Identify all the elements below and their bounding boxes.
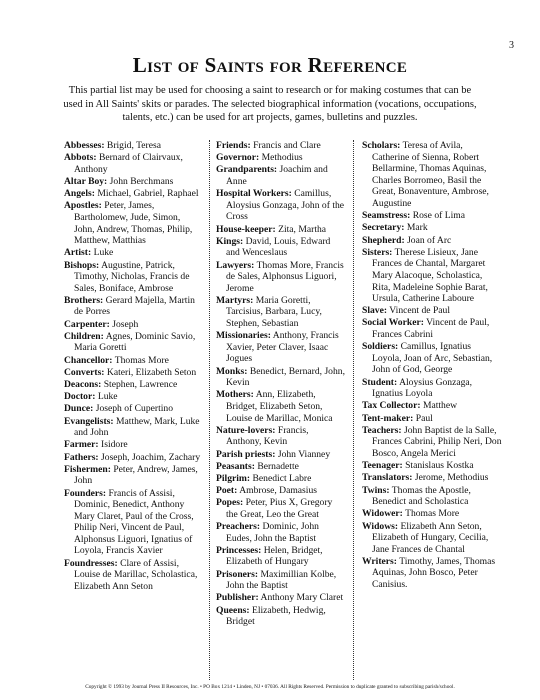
category-term: Dunce: <box>64 403 94 415</box>
category-term: Teenager: <box>362 460 403 472</box>
saint-entry <box>362 413 502 425</box>
saint-entry <box>216 461 345 473</box>
category-term: Lawyers: <box>216 259 255 271</box>
saint-names: Jerome, Methodius <box>414 472 489 484</box>
category-term: Hospital Workers: <box>216 188 292 200</box>
saint-names: Bernadette <box>257 460 299 472</box>
saint-names: Vincent de Paul, Frances Cabrini <box>372 317 490 341</box>
saint-entry <box>64 452 202 464</box>
saint-names: Mark <box>406 222 428 234</box>
saint-names: Bernard of Clairvaux, Anthony <box>74 152 183 175</box>
saint-entry <box>216 521 345 544</box>
saint-entry <box>216 152 345 164</box>
category-term: Pilgrim: <box>216 472 251 484</box>
saint-entry <box>362 508 502 520</box>
saint-names: Elizabeth Ann Seton, Elizabeth of Hungary, Cecilia, Jane Frances de Chantal <box>372 520 489 555</box>
saint-names: Elizabeth, Hedwig, Bridget <box>226 604 326 628</box>
saint-entry <box>216 140 345 152</box>
category-term: Brothers: <box>64 294 104 306</box>
category-term: Abbots: <box>64 152 97 164</box>
saint-names: Maximillian Kolbe, John the Baptist <box>226 568 337 592</box>
category-term: Founders: <box>64 487 107 499</box>
category-term: Nature-lovers: <box>216 424 276 436</box>
saint-entry <box>362 305 502 317</box>
column-divider <box>209 140 210 680</box>
category-term: Chancellor: <box>64 354 113 366</box>
saint-entry <box>216 295 345 330</box>
saint-entry <box>362 521 502 556</box>
saint-names: John Vianney <box>277 448 331 460</box>
category-term: Scholars: <box>362 140 401 151</box>
saint-entry <box>64 295 202 318</box>
saint-names: Camillus, Ignatius Loyola, Joan of Arc, Sebastian, John of God, George <box>372 341 493 376</box>
saint-names: Joachim and Anne <box>226 164 328 187</box>
saint-names: John Berchmans <box>109 175 174 187</box>
category-term: Carpenter: <box>64 318 110 330</box>
saint-entry <box>216 497 345 520</box>
category-term: Student: <box>362 376 398 388</box>
category-term: Deacons: <box>64 379 102 390</box>
saint-entry <box>362 425 502 460</box>
saint-names: Thomas More <box>405 508 460 520</box>
category-term: Slave: <box>362 305 388 317</box>
saint-entry <box>64 188 202 200</box>
category-term: Teachers: <box>362 424 402 436</box>
category-term: Shepherd: <box>362 234 405 246</box>
category-term: Grandparents: <box>216 164 278 176</box>
category-term: Popes: <box>216 497 244 509</box>
saint-names: Anthony Mary Claret <box>260 592 344 604</box>
saint-names: Helen, Bridget, Elizabeth of Hungary <box>226 544 323 568</box>
saint-names: Thomas More, Francis de Sales, Alphonsus Liguori, Jerome <box>226 259 344 294</box>
category-term: House-keeper: <box>216 223 276 235</box>
saint-entry <box>362 472 502 484</box>
page-number: 3 <box>509 40 514 51</box>
saint-names: Stephen, Lawrence <box>103 379 178 390</box>
category-term: Translators: <box>362 472 413 484</box>
saint-entry <box>64 439 202 451</box>
saint-entry <box>216 366 345 389</box>
saint-names: Ambrose, Damasius <box>239 485 317 497</box>
category-term: Doctor: <box>64 391 96 403</box>
saint-names: Thomas the Apostle, Benedict and Scholastica <box>372 484 471 508</box>
saint-entry <box>362 140 502 210</box>
saint-names: Joan of Arc <box>407 234 452 246</box>
copyright-footer: Copyright © 1993 by Journal Press II Resources, Inc. • PO Box 1214 • Linden, NJ • 07036. All Rights Reserved. Permission to duplicate granted to subscribing parish/school. <box>85 684 455 690</box>
saint-entry <box>64 379 202 391</box>
saint-entry <box>216 164 345 187</box>
category-term: Twins: <box>362 484 390 496</box>
category-term: Prisoners: <box>216 568 259 580</box>
category-term: Converts: <box>64 366 105 378</box>
saint-names: Brigid, Teresa <box>106 140 161 151</box>
saint-entry <box>216 236 345 259</box>
category-term: Princesses: <box>216 544 262 556</box>
category-term: Social Worker: <box>362 317 424 329</box>
saint-names: Camillus, Aloysius Gonzaga, John of the Cross <box>226 188 345 223</box>
saint-names: Joseph, Joachim, Zachary <box>101 451 201 463</box>
saint-names: Peter, James, Bartholomew, Jude, Simon, John, Andrew, Thomas, Philip, Matthew, Matthias <box>74 200 193 247</box>
category-term: Evangelists: <box>64 415 114 427</box>
category-term: Altar Boy: <box>64 175 108 187</box>
saint-entry <box>64 176 202 188</box>
saint-entry <box>64 367 202 379</box>
category-term: Farmer: <box>64 439 99 451</box>
column-divider <box>353 140 354 680</box>
saint-names: Luke <box>97 391 118 403</box>
saint-entry <box>216 485 345 497</box>
category-term: Parish priests: <box>216 448 276 460</box>
category-term: Kings: <box>216 235 244 247</box>
category-term: Missionaries: <box>216 330 271 342</box>
saint-entry <box>64 464 202 487</box>
saint-entry <box>64 152 202 175</box>
saint-names: Peter, Pius X, Gregory the Great, Leo the Great <box>226 497 333 520</box>
saint-entry <box>362 247 502 305</box>
saint-names: Benedict, Bernard, John, Kevin <box>226 365 345 389</box>
saint-names: Paul <box>415 412 433 424</box>
saint-names: Augustine, Patrick, Timothy, Nicholas, Francis de Sales, Boniface, Ambrose <box>74 259 190 294</box>
saint-entry <box>216 473 345 485</box>
saint-names: Gerard Majella, Martin de Porres <box>74 294 195 318</box>
saint-entry <box>216 545 345 568</box>
saint-entry <box>362 485 502 508</box>
saint-names: Luke <box>93 247 114 259</box>
page-title: List of Saints for Reference <box>132 53 408 77</box>
category-term: Writers: <box>362 555 397 567</box>
category-term: Widows: <box>362 520 399 532</box>
saint-names: Clare of Assisi, Louise de Marillac, Scholastica, Elizabeth Ann Seton <box>74 557 198 592</box>
saint-entry <box>64 403 202 415</box>
saint-names: Stanislaus Kostka <box>405 460 474 472</box>
saint-entry <box>362 377 502 400</box>
category-term: Tent-maker: <box>362 412 414 424</box>
category-term: Fishermen: <box>64 463 111 475</box>
saint-entry <box>362 460 502 472</box>
saint-names: Aloysius Gonzaga, Ignatius Loyola <box>372 376 473 400</box>
saint-names: Rose of Lima <box>412 210 465 222</box>
column-3 <box>362 140 502 591</box>
saint-names: Matthew <box>422 400 458 412</box>
saint-names: Matthew, Mark, Luke and John <box>74 415 200 439</box>
saint-entry <box>64 488 202 558</box>
category-term: Queens: <box>216 604 250 616</box>
category-term: Abbesses: <box>64 140 105 151</box>
category-term: Children: <box>64 330 104 342</box>
saint-entry <box>64 140 202 152</box>
saint-entry <box>216 224 345 236</box>
saint-names: Francis and Clare <box>253 140 321 151</box>
saint-entry <box>64 200 202 246</box>
saint-entry <box>64 416 202 439</box>
saint-names: Zita, Martha <box>278 223 327 235</box>
saint-names: John Baptist de la Salle, Frances Cabrini, Philip Neri, Don Bosco, Angela Merici <box>372 424 502 459</box>
saint-entry <box>64 331 202 354</box>
saint-entry <box>216 188 345 223</box>
category-term: Artist: <box>64 247 92 259</box>
column-2 <box>216 140 345 628</box>
saint-entry <box>216 260 345 295</box>
saint-entry <box>362 556 502 591</box>
saint-entry <box>362 400 502 412</box>
saint-names: Maria Goretti, Tarcisius, Barbara, Lucy, Stephen, Sebastian <box>226 294 322 330</box>
saint-entry <box>64 247 202 259</box>
saint-names: Anthony, Francis Xavier, Peter Claver, Isaac Jogues <box>226 330 339 365</box>
saint-names: Michael, Gabriel, Raphael <box>97 188 199 200</box>
category-term: Seamstress: <box>362 210 411 222</box>
saint-names: Methodius <box>261 152 303 164</box>
saint-entry <box>362 222 502 234</box>
saint-names: Benedict Labre <box>252 472 312 484</box>
category-term: Mothers: <box>216 389 254 401</box>
category-term: Fathers: <box>64 451 99 463</box>
saint-names: Kateri, Elizabeth Seton <box>106 366 197 378</box>
saint-names: Francis of Assisi, Dominic, Benedict, Anthony Mary Claret, Paul of the Cross, Philip Neri, Vincent de Paul, Alphonsus Liguori, Ignatius of Loyola, Francis Xavier <box>74 487 194 557</box>
saint-entry <box>216 605 345 628</box>
saint-entry <box>64 391 202 403</box>
saint-entry <box>64 558 202 593</box>
saint-names: Isidore <box>101 439 128 451</box>
category-term: Publisher: <box>216 592 259 604</box>
saint-entry <box>362 317 502 340</box>
category-term: Bishops: <box>64 259 100 271</box>
category-term: Monks: <box>216 365 248 377</box>
saint-names: David, Louis, Edward and Wenceslaus <box>226 235 331 259</box>
saint-names: Ann, Elizabeth, Bridget, Elizabeth Seton, Louise de Marillac, Monica <box>226 389 333 424</box>
saint-entry <box>362 210 502 222</box>
category-term: Friends: <box>216 140 251 151</box>
category-term: Foundresses: <box>64 557 118 569</box>
category-term: Sisters: <box>362 246 393 258</box>
saint-names: Francis, Anthony, Kevin <box>226 424 309 448</box>
saint-entry <box>216 449 345 461</box>
column-1 <box>64 140 202 593</box>
category-term: Preachers: <box>216 521 261 533</box>
category-term: Secretary: <box>362 222 405 234</box>
category-term: Poet: <box>216 485 238 497</box>
saint-names: Therese Lisieux, Jane Frances de Chantal, Margaret Mary Alacoque, Scholastica, Rita, Madeleine Sophie Barat, Ursula, Catherine Laboure <box>372 246 488 305</box>
saint-names: Dominic, John Eudes, John the Baptist <box>226 521 319 544</box>
category-term: Angels: <box>64 188 95 200</box>
saint-names: Joseph <box>112 318 139 330</box>
saint-names: Timothy, James, Thomas Aquinas, John Bosco, Peter Canisius. <box>372 555 496 591</box>
saint-names: Peter, Andrew, James, John <box>74 463 198 487</box>
saint-entry <box>64 319 202 331</box>
saint-entry <box>216 592 345 604</box>
category-term: Tax Collector: <box>362 400 421 412</box>
saint-entry <box>64 355 202 367</box>
saint-entry <box>362 341 502 376</box>
saint-names: Thomas More <box>114 354 169 366</box>
saint-entry <box>64 260 202 295</box>
saint-names: Vincent de Paul <box>389 305 450 317</box>
category-term: Widower: <box>362 508 403 520</box>
saint-entry <box>216 330 345 365</box>
category-term: Soldiers: <box>362 341 399 353</box>
intro-paragraph: This partial list may be used for choosing a saint to research or for making costumes that can be used in All Saints' skits or parades. The selected biographical information (vocations, occupations, talents, etc.) can be used for art projects, games, bulletins and puzzles. <box>63 85 477 123</box>
saint-entry <box>362 235 502 247</box>
category-term: Peasants: <box>216 460 255 472</box>
saint-entry <box>216 389 345 424</box>
saint-entry <box>216 569 345 592</box>
category-term: Governor: <box>216 152 260 164</box>
saint-names: Teresa of Avila, Catherine of Sienna, Robert Bellarmine, Thomas Aquinas, Charles Borromeo, Basil the Great, Bonaventure, Ambrose, Augustine <box>372 140 489 209</box>
saint-entry <box>216 425 345 448</box>
saint-names: Joseph of Cupertino <box>95 403 173 415</box>
saints-list <box>64 140 502 682</box>
category-term: Apostles: <box>64 200 102 212</box>
category-term: Martyrs: <box>216 294 254 306</box>
saint-names: Agnes, Dominic Savio, Maria Goretti <box>74 330 196 354</box>
